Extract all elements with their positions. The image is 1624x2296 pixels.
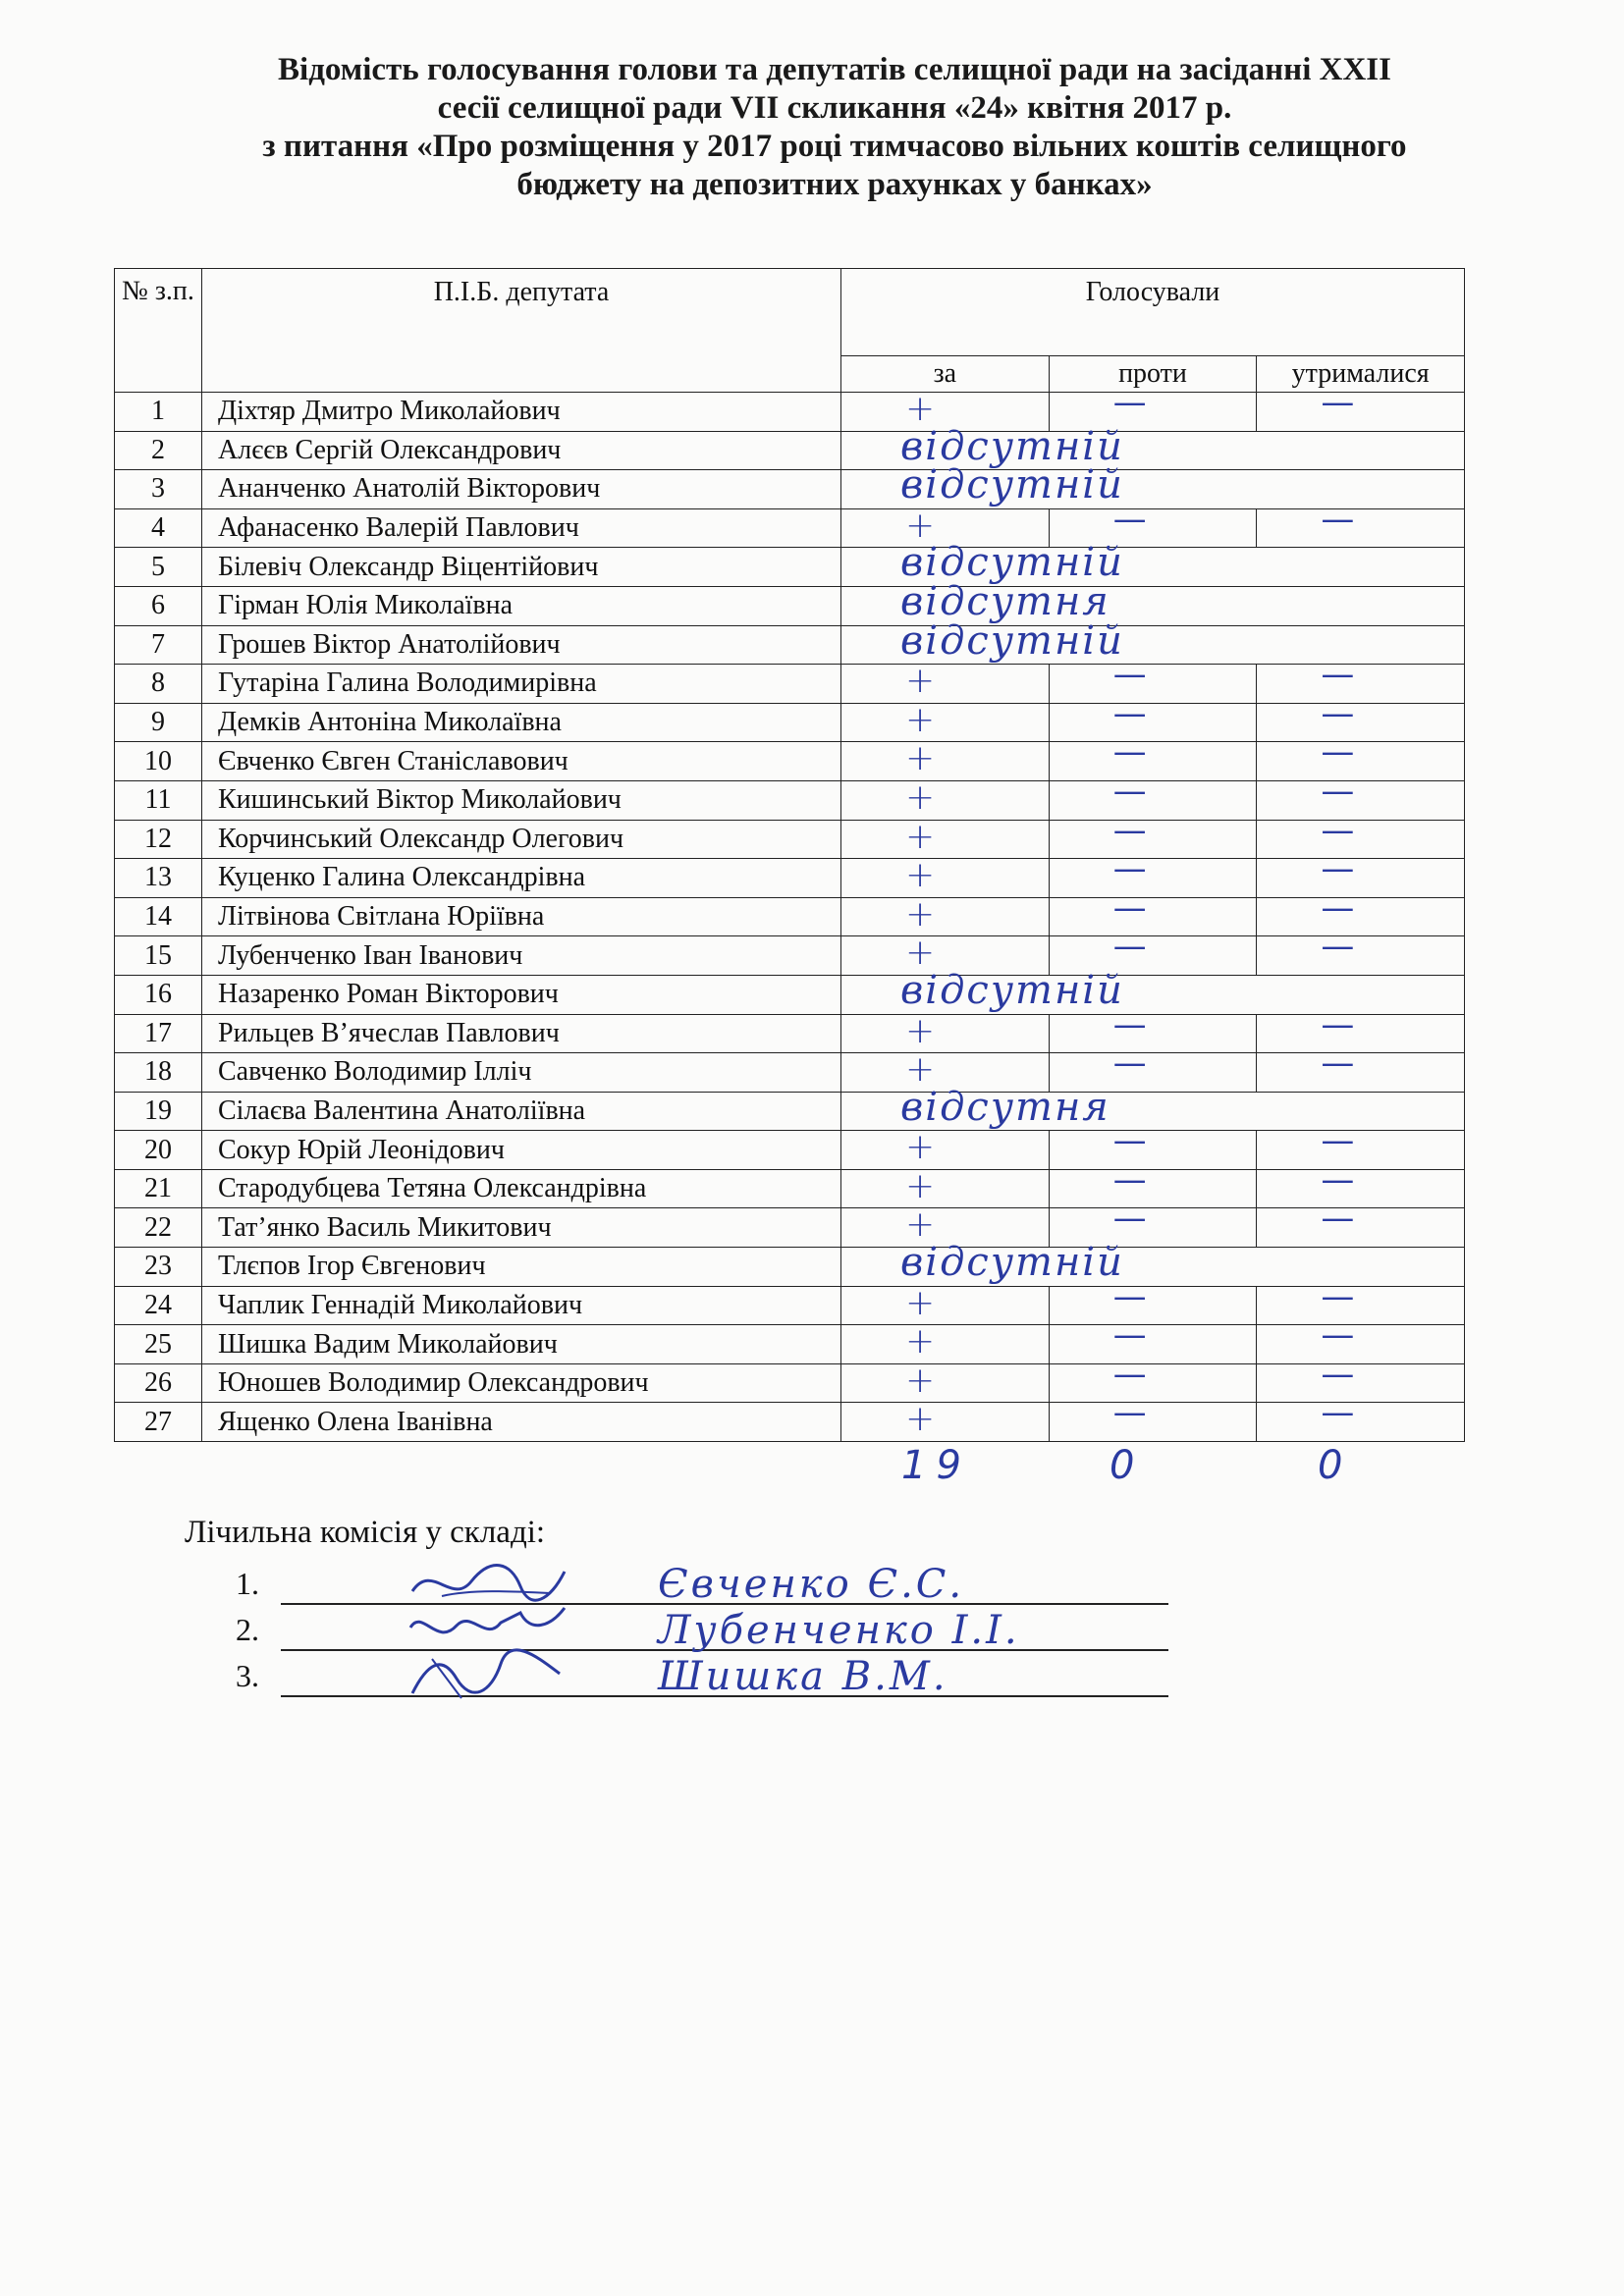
- vote-abstain-cell: [1257, 499, 1465, 548]
- deputy-name: Стародубцева Тетяна Олександрівна: [202, 1169, 841, 1208]
- deputy-name: Шишка Вадим Миколайович: [202, 1325, 841, 1364]
- vote-for-mark: +: [905, 699, 936, 740]
- vote-against-mark: —: [1112, 927, 1147, 967]
- title-line: Відомість голосування голови та депутатів селищної ради на засіданні XXII: [278, 52, 1391, 87]
- vote-against-cell: [1049, 1315, 1257, 1364]
- table-row: [115, 586, 1465, 625]
- voting-table: [114, 268, 1465, 1442]
- vote-for-cell: [841, 738, 1050, 781]
- deputy-name: Лубенченко Іван Іванович: [202, 936, 841, 976]
- vote-against-mark: —: [1112, 1043, 1147, 1084]
- total-for: 19: [901, 1443, 971, 1488]
- table-row: [115, 859, 1465, 898]
- vote-for-cell: [841, 1282, 1050, 1325]
- vote-against-mark: —: [1112, 383, 1147, 422]
- vote-for-mark: +: [905, 816, 936, 857]
- vote-for-cell: [841, 893, 1050, 936]
- header-number: № з.п.: [115, 269, 202, 393]
- vote-abstain-cell: [1257, 1276, 1465, 1325]
- row-number: 16: [115, 975, 202, 1014]
- vote-against-mark: —: [1112, 1121, 1147, 1161]
- row-number: 11: [115, 780, 202, 820]
- deputy-name: Сокур Юрій Леонідович: [202, 1131, 841, 1170]
- table-row: [115, 1248, 1465, 1287]
- commission-member: [236, 1562, 1168, 1609]
- vote-against-cell: [1049, 655, 1257, 704]
- table-row: [115, 1169, 1465, 1208]
- row-number: 4: [115, 508, 202, 548]
- vote-for-mark: +: [905, 1360, 936, 1401]
- deputy-name: Гутаріна Галина Володимирівна: [202, 665, 841, 704]
- vote-for-cell: [841, 1399, 1050, 1442]
- vote-against-mark: —: [1112, 1199, 1147, 1239]
- vote-against-cell: [1049, 1354, 1257, 1403]
- vote-against-mark: —: [1112, 732, 1147, 773]
- vote-for-mark: +: [905, 933, 936, 974]
- vote-for-cell: [841, 776, 1050, 820]
- title-line: з питання «Про розміщення у 2017 році тимчасово вільних коштів селищного: [262, 129, 1407, 164]
- vote-abstain-mark: —: [1321, 655, 1355, 695]
- row-number: 6: [115, 586, 202, 625]
- table-row: [115, 820, 1465, 859]
- vote-abstain-mark: —: [1321, 771, 1355, 811]
- member-name: Євченко Є.С.: [658, 1562, 965, 1607]
- vote-abstain-cell: [1257, 1199, 1465, 1248]
- vote-abstain-mark: —: [1321, 383, 1355, 422]
- vote-against-cell: [1049, 1276, 1257, 1325]
- deputy-name: Демків Антоніна Миколаївна: [202, 703, 841, 742]
- title-line: бюджету на депозитних рахунках у банках»: [516, 167, 1153, 202]
- vote-abstain-mark: —: [1321, 1043, 1355, 1084]
- member-number: 3.: [236, 1658, 259, 1693]
- deputy-name: Ананченко Анатолій Вікторович: [202, 470, 841, 509]
- vote-for-mark: +: [905, 1165, 936, 1206]
- total-abstain: 0: [1318, 1443, 1353, 1488]
- row-number: 17: [115, 1014, 202, 1053]
- vote-for-mark: +: [905, 1321, 936, 1362]
- vote-against-mark: —: [1112, 1393, 1147, 1433]
- row-number: 8: [115, 665, 202, 704]
- absent-cell: [841, 617, 1465, 665]
- table-row: [115, 936, 1465, 976]
- vote-against-mark: —: [1112, 693, 1147, 733]
- absent-cell: [841, 462, 1465, 509]
- deputy-name: Рильцев В’ячеслав Павлович: [202, 1014, 841, 1053]
- table-row: [115, 665, 1465, 704]
- document-title: [147, 51, 1522, 204]
- vote-for-mark: +: [905, 1127, 936, 1168]
- member-number: 1.: [236, 1566, 259, 1601]
- vote-abstain-mark: —: [1321, 1315, 1355, 1356]
- deputy-name: Тат’янко Василь Микитович: [202, 1208, 841, 1248]
- table-row: [115, 1286, 1465, 1325]
- vote-against-mark: —: [1112, 810, 1147, 850]
- vote-abstain-cell: [1257, 1315, 1465, 1364]
- vote-abstain-cell: [1257, 1043, 1465, 1093]
- vote-abstain-mark: —: [1321, 1276, 1355, 1316]
- vote-abstain-mark: —: [1321, 927, 1355, 967]
- vote-against-mark: —: [1112, 849, 1147, 889]
- vote-against-cell: [1049, 693, 1257, 742]
- row-number: 14: [115, 897, 202, 936]
- vote-against-mark: —: [1112, 655, 1147, 695]
- table-row: [115, 1131, 1465, 1170]
- vote-for-mark: +: [905, 1204, 936, 1246]
- vote-abstain-cell: [1257, 887, 1465, 936]
- member-number: 2.: [236, 1612, 259, 1647]
- vote-against-cell: [1049, 1004, 1257, 1053]
- vote-for-cell: [841, 1165, 1050, 1208]
- title-line: сесії селищної ради VII скликання «24» квітня 2017 р.: [437, 90, 1232, 126]
- vote-for-cell: [841, 1360, 1050, 1403]
- vote-for-cell: [841, 1321, 1050, 1364]
- absent-mark: відсутній: [900, 617, 1124, 664]
- vote-for-mark: +: [905, 776, 936, 818]
- vote-for-mark: +: [905, 1010, 936, 1051]
- vote-for-mark: +: [905, 505, 936, 546]
- deputy-name: Чаплик Геннадій Миколайович: [202, 1286, 841, 1325]
- member-name: Лубенченко І.І.: [658, 1608, 1020, 1653]
- table-row: [115, 975, 1465, 1014]
- row-number: 7: [115, 625, 202, 665]
- absent-mark: відсутній: [900, 967, 1124, 1013]
- table-row: [115, 625, 1465, 665]
- row-number: 21: [115, 1169, 202, 1208]
- deputy-name: Алєєв Сергій Олександрович: [202, 431, 841, 470]
- table-row: [115, 470, 1465, 509]
- vote-for-mark: +: [905, 855, 936, 896]
- vote-for-mark: +: [905, 738, 936, 779]
- deputy-name: Куценко Галина Олександрівна: [202, 859, 841, 898]
- vote-against-cell: [1049, 849, 1257, 898]
- absent-cell: [841, 1240, 1465, 1287]
- vote-for-cell: [841, 699, 1050, 742]
- vote-against-mark: —: [1112, 1159, 1147, 1200]
- vote-abstain-cell: [1257, 1159, 1465, 1208]
- total-against: 0: [1110, 1443, 1145, 1488]
- vote-against-mark: —: [1112, 1004, 1147, 1044]
- vote-abstain-cell: [1257, 927, 1465, 976]
- vote-for-mark: +: [905, 1282, 936, 1323]
- vote-abstain-cell: [1257, 693, 1465, 742]
- vote-abstain-cell: [1257, 383, 1465, 432]
- deputy-name: Савченко Володимир Ілліч: [202, 1053, 841, 1093]
- vote-for-cell: [841, 661, 1050, 704]
- commission-member: [236, 1608, 1168, 1655]
- vote-against-mark: —: [1112, 1354, 1147, 1394]
- vote-for-mark: +: [905, 893, 936, 934]
- row-number: 27: [115, 1403, 202, 1442]
- vote-against-cell: [1049, 1121, 1257, 1170]
- deputy-name: Юношев Володимир Олександрович: [202, 1363, 841, 1403]
- vote-abstain-mark: —: [1321, 1159, 1355, 1200]
- absent-cell: [841, 967, 1465, 1014]
- vote-abstain-cell: [1257, 1354, 1465, 1403]
- vote-against-cell: [1049, 771, 1257, 820]
- deputy-name: Назаренко Роман Вікторович: [202, 975, 841, 1014]
- row-number: 2: [115, 431, 202, 470]
- absent-mark: відсутня: [900, 1084, 1110, 1130]
- vote-against-mark: —: [1112, 771, 1147, 811]
- deputy-name: Діхтяр Дмитро Миколайович: [202, 393, 841, 432]
- row-number: 24: [115, 1286, 202, 1325]
- table-row: [115, 1363, 1465, 1403]
- deputy-name: Білевіч Олександр Віцентійович: [202, 548, 841, 587]
- row-number: 26: [115, 1363, 202, 1403]
- table-row: [115, 897, 1465, 936]
- deputy-name: Євченко Євген Станіславович: [202, 742, 841, 781]
- row-number: 22: [115, 1208, 202, 1248]
- absent-mark: відсутній: [900, 540, 1124, 586]
- absent-mark: відсутній: [900, 462, 1124, 508]
- vote-abstain-cell: [1257, 1004, 1465, 1053]
- vote-abstain-cell: [1257, 849, 1465, 898]
- row-number: 1: [115, 393, 202, 432]
- deputy-name: Афанасенко Валерій Павлович: [202, 508, 841, 548]
- vote-abstain-mark: —: [1321, 810, 1355, 850]
- table-row: [115, 1403, 1465, 1442]
- vote-abstain-mark: —: [1321, 849, 1355, 889]
- row-number: 25: [115, 1325, 202, 1364]
- deputy-name: Сілаєва Валентина Анатоліївна: [202, 1092, 841, 1131]
- table-row: [115, 742, 1465, 781]
- table-row: [115, 1092, 1465, 1131]
- table-row: [115, 1053, 1465, 1093]
- vote-abstain-cell: [1257, 771, 1465, 820]
- vote-for-cell: [841, 1127, 1050, 1170]
- header-for: за: [841, 356, 1050, 393]
- vote-abstain-mark: —: [1321, 1004, 1355, 1044]
- vote-for-cell: [841, 1010, 1050, 1053]
- vote-for-cell: [841, 816, 1050, 859]
- deputy-name: Корчинський Олександр Олегович: [202, 820, 841, 859]
- vote-against-cell: [1049, 810, 1257, 859]
- table-row: [115, 780, 1465, 820]
- row-number: 23: [115, 1248, 202, 1287]
- table-row: [115, 1208, 1465, 1248]
- table-row: [115, 1014, 1465, 1053]
- vote-for-mark: +: [905, 661, 936, 702]
- signature-icon: [403, 1644, 569, 1703]
- vote-for-cell: [841, 855, 1050, 898]
- deputy-name: Грошев Віктор Анатолійович: [202, 625, 841, 665]
- table-row: [115, 431, 1465, 470]
- row-number: 5: [115, 548, 202, 587]
- deputy-name: Ященко Олена Іванівна: [202, 1403, 841, 1442]
- row-number: 13: [115, 859, 202, 898]
- vote-against-mark: —: [1112, 1276, 1147, 1316]
- header-name: П.І.Б. депутата: [202, 269, 841, 393]
- absent-mark: відсутня: [900, 578, 1110, 624]
- vote-abstain-mark: —: [1321, 887, 1355, 928]
- commission-member: [236, 1654, 1168, 1701]
- absent-mark: відсутній: [900, 423, 1124, 469]
- row-number: 9: [115, 703, 202, 742]
- vote-abstain-mark: —: [1321, 732, 1355, 773]
- vote-abstain-cell: [1257, 810, 1465, 859]
- vote-against-mark: —: [1112, 1315, 1147, 1356]
- vote-abstain-mark: —: [1321, 499, 1355, 539]
- commission-label: Лічильна комісія у складі:: [185, 1515, 546, 1550]
- vote-for-mark: +: [905, 1049, 936, 1091]
- vote-for-mark: +: [905, 1399, 936, 1440]
- vote-against-mark: —: [1112, 499, 1147, 539]
- vote-against-cell: [1049, 887, 1257, 936]
- table-row: [115, 1325, 1465, 1364]
- header-abstain: утрималися: [1257, 356, 1465, 393]
- row-number: 18: [115, 1053, 202, 1093]
- vote-against-mark: —: [1112, 887, 1147, 928]
- vote-abstain-mark: —: [1321, 1121, 1355, 1161]
- deputy-name: Гірман Юлія Миколаївна: [202, 586, 841, 625]
- vote-abstain-mark: —: [1321, 1199, 1355, 1239]
- table-row: [115, 703, 1465, 742]
- table-body: [115, 383, 1465, 1442]
- vote-abstain-cell: [1257, 732, 1465, 781]
- row-number: 19: [115, 1092, 202, 1131]
- absent-mark: відсутній: [900, 1240, 1124, 1286]
- header-against: проти: [1049, 356, 1257, 393]
- table-row: [115, 508, 1465, 548]
- deputy-name: Тлєпов Ігор Євгенович: [202, 1248, 841, 1287]
- header-voted: Голосували: [841, 269, 1465, 356]
- table-row: [115, 393, 1465, 432]
- vote-abstain-mark: —: [1321, 1393, 1355, 1433]
- vote-abstain-mark: —: [1321, 1354, 1355, 1394]
- vote-abstain-cell: [1257, 1121, 1465, 1170]
- row-number: 3: [115, 470, 202, 509]
- vote-against-cell: [1049, 1159, 1257, 1208]
- vote-abstain-cell: [1257, 1393, 1465, 1442]
- member-name: Шишка В.М.: [658, 1654, 948, 1699]
- deputy-name: Літвінова Світлана Юріївна: [202, 897, 841, 936]
- absent-cell: [841, 1084, 1465, 1131]
- vote-against-cell: [1049, 732, 1257, 781]
- deputy-name: Кишинський Віктор Миколайович: [202, 780, 841, 820]
- table-row: [115, 548, 1465, 587]
- row-number: 15: [115, 936, 202, 976]
- vote-abstain-mark: —: [1321, 693, 1355, 733]
- vote-for-mark: +: [905, 389, 936, 429]
- vote-against-cell: [1049, 1393, 1257, 1442]
- row-number: 10: [115, 742, 202, 781]
- vote-abstain-cell: [1257, 655, 1465, 704]
- row-number: 20: [115, 1131, 202, 1170]
- row-number: 12: [115, 820, 202, 859]
